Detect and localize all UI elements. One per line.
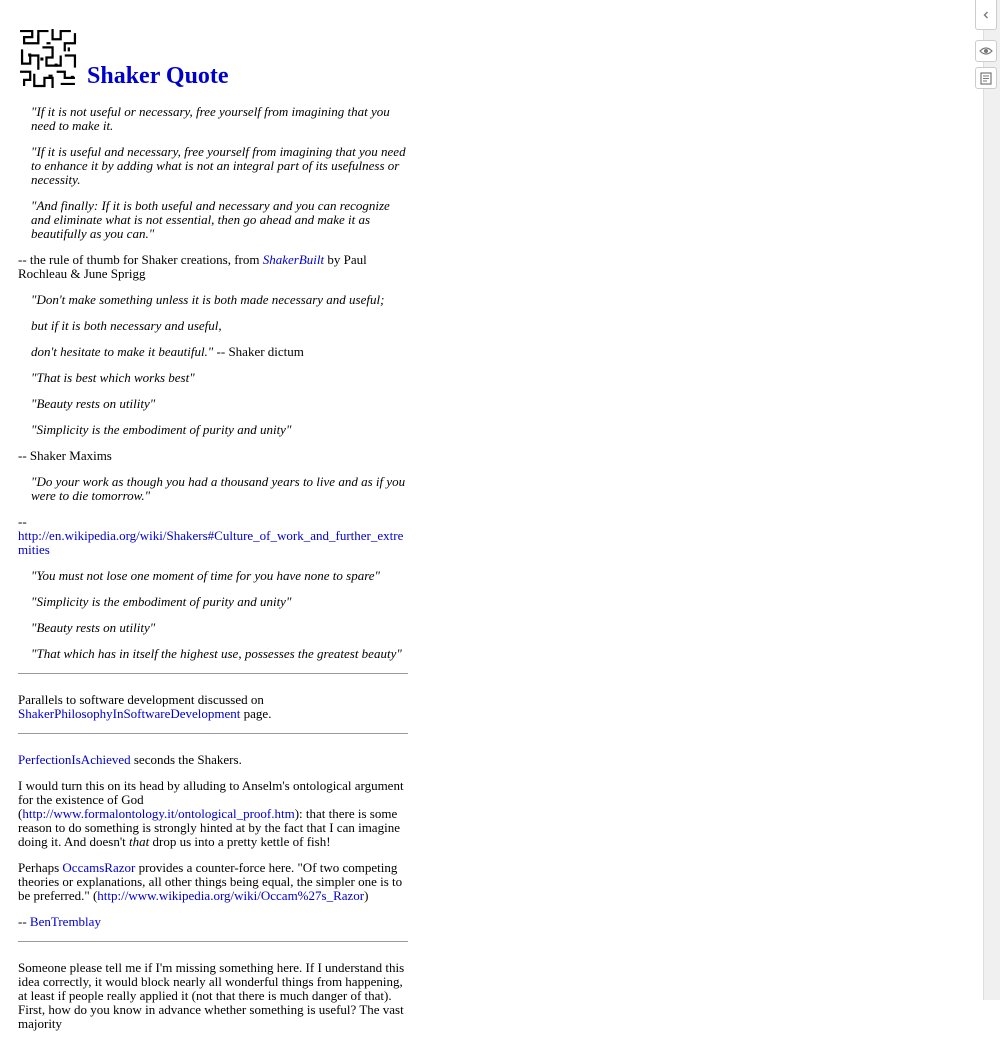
quote-finally: "And finally: If it is both useful and necessary and you can recognize and eliminate what is not essential, then go ahead and make it as beautifully as you can."	[31, 198, 390, 241]
page-header	[18, 22, 408, 88]
divider-1	[18, 673, 408, 674]
maxim-best: "That is best which works best"	[31, 370, 195, 385]
divider-2	[18, 733, 408, 734]
occam-text: provides a counter-force here. "Of two competing theories or explanations, all other things being equal, the simpler one is to be preferred." (	[18, 860, 403, 903]
page-title-link[interactable]: Shaker Quote	[87, 63, 229, 89]
perfection-is-achieved-link[interactable]: PerfectionIsAchieved	[18, 752, 131, 767]
divider-3	[18, 941, 408, 942]
maxim-beauty: "Beauty rests on utility"	[31, 396, 156, 411]
dictum-line-2: but if it is both necessary and useful,	[31, 318, 222, 333]
parallels-paragraph	[18, 693, 408, 721]
dictum-line-1: "Don't make something unless it is both made necessary and useful;	[31, 292, 385, 307]
sidebar-rail	[983, 0, 1000, 1000]
anselm-text-1: I would turn this on its head by alluding to Anselm's ontological argument for the existence of God (	[18, 778, 404, 821]
occams-razor-link[interactable]: OccamsRazor	[62, 860, 136, 875]
parallels-prefix: Parallels to software development discussed on	[18, 692, 264, 707]
anselm-paragraph	[18, 779, 408, 849]
signature-prefix: --	[18, 914, 30, 929]
quote-work: "Do your work as though you had a thousand years to live and as if you were to die tomorrow."	[31, 474, 406, 503]
quote-highest-use: "That which has in itself the highest use, possesses the greatest beauty"	[31, 646, 402, 661]
chevron-left-icon	[981, 10, 991, 20]
anselm-text-3: drop us into a pretty kettle of fish!	[149, 834, 331, 849]
page-content	[18, 22, 408, 1043]
quote-beauty-2: "Beauty rests on utility"	[31, 620, 156, 635]
wiki-logo[interactable]	[18, 27, 79, 88]
attribution-suffix: by Paul Rochleau & June Sprigg	[18, 252, 367, 281]
wikipedia-shakers-link[interactable]: http://en.wikipedia.org/wiki/Shakers#Culture_of_work_and_further_extremities	[18, 528, 404, 557]
signature	[18, 915, 408, 929]
maxims-attribution: -- Shaker Maxims	[18, 448, 112, 463]
notes-button[interactable]	[975, 67, 997, 89]
perfection-paragraph	[18, 753, 408, 767]
note-icon	[980, 72, 992, 85]
anselm-emphasis: that	[129, 834, 150, 849]
attribution-rule-of-thumb	[18, 253, 408, 281]
parallels-suffix: page.	[240, 706, 272, 721]
view-button[interactable]	[975, 40, 997, 62]
attribution-prefix: -- the rule of thumb for Shaker creations, from	[18, 252, 263, 267]
page-title	[87, 64, 229, 88]
wiki-prefix: --	[18, 514, 27, 529]
ben-tremblay-link[interactable]: BenTremblay	[29, 914, 101, 929]
quote-time: "You must not lose one moment of time for you have none to spare"	[31, 568, 381, 583]
dictum-line-3-text: don't hesitate to make it beautiful."	[31, 344, 214, 359]
quote-not-useful: "If it is not useful or necessary, free yourself from imagining that you need to make it.	[31, 104, 390, 133]
occam-suffix: )	[364, 888, 369, 903]
eye-icon	[979, 46, 993, 56]
wiki-attribution	[18, 515, 408, 557]
dictum-attribution: -- Shaker dictum	[213, 344, 304, 359]
occam-prefix: Perhaps	[18, 860, 63, 875]
occam-paragraph	[18, 861, 408, 903]
final-paragraph: Someone please tell me if I'm missing something here. If I understand this idea correctly, it would block nearly all wonderful things from happening, at least if people really applied it (not that there is much danger of that). First, how do you know in advance whether something is useful? The vast majority	[18, 960, 405, 1031]
quote-useful-necessary: "If it is useful and necessary, free yourself from imagining that you need to enhance it by adding what is not an integral part of its usefulness or necessity.	[31, 144, 406, 187]
quote-simplicity-2: "Simplicity is the embodiment of purity and unity"	[31, 594, 292, 609]
anselm-text-2: ): that there is some reason to do something is strongly hinted at by the fact that I can imagine doing it. And doesn't	[18, 806, 400, 849]
shakerbuilt-link[interactable]: ShakerBuilt	[262, 252, 325, 267]
collapse-sidebar-button[interactable]	[975, 0, 997, 30]
shaker-philosophy-link[interactable]: ShakerPhilosophyInSoftwareDevelopment	[18, 706, 241, 721]
ontological-proof-link[interactable]: http://www.formalontology.it/ontological_proof.htm	[22, 806, 295, 821]
maxim-simplicity: "Simplicity is the embodiment of purity and unity"	[31, 422, 292, 437]
perfection-suffix: seconds the Shakers.	[130, 752, 242, 767]
wikipedia-occam-link[interactable]: http://www.wikipedia.org/wiki/Occam%27s_Razor	[97, 888, 365, 903]
dictum-line-3	[31, 345, 408, 359]
